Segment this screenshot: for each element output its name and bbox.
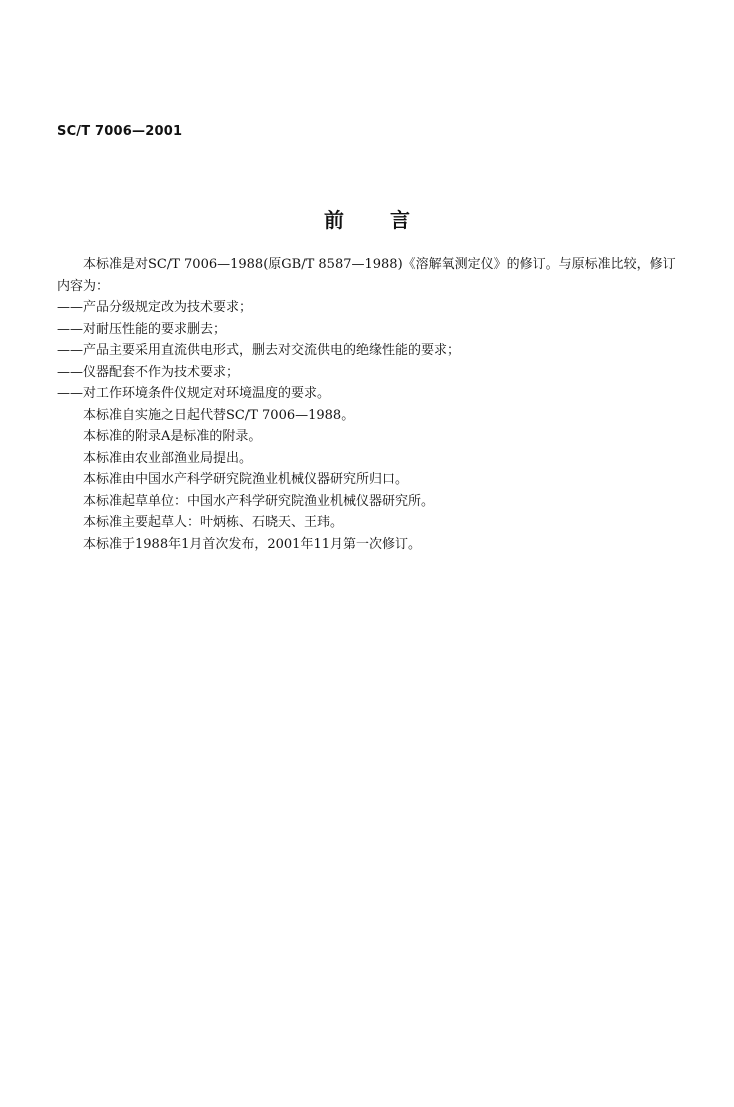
foreword-body [57, 254, 687, 555]
body-paragraph: 本标准于1988年1月首次发布，2001年11月第一次修订。 [83, 536, 421, 552]
body-paragraph: 本标准主要起草人：叶炳栋、石晓天、王玮。 [83, 515, 344, 530]
body-paragraph: 本标准由农业部渔业局提出。 [83, 450, 253, 466]
body-paragraph: 本标准自实施之日起代替SC/T 7006—1988。 [83, 407, 355, 423]
revision-item: ——产品分级规定改为技术要求； [57, 300, 253, 315]
body-paragraph: 本标准的附录A是标准的附录。 [83, 429, 262, 444]
revision-item: ——产品主要采用直流供电形式，删去对交流供电的绝缘性能的要求； [57, 343, 461, 358]
page-title: 前言 [324, 208, 456, 232]
body-paragraph: 本标准起草单位：中国水产科学研究院渔业机械仪器研究所。 [83, 493, 435, 509]
revision-item: ——对工作环境条件仪规定对环境温度的要求。 [57, 386, 331, 401]
standard-code: SC/T 7006—2001 [57, 124, 183, 139]
body-paragraph: 本标准由中国水产科学研究院渔业机械仪器研究所归口。 [83, 472, 409, 487]
revision-item: ——仪器配套不作为技术要求； [57, 364, 240, 380]
revision-item: ——对耐压性能的要求删去； [57, 321, 227, 337]
intro-paragraph: 本标准是对SC/T 7006—1988(原GB/T 8587—1988)《溶解氧测定仪》的修订。与原标准比较，修订内容为： [57, 257, 676, 294]
